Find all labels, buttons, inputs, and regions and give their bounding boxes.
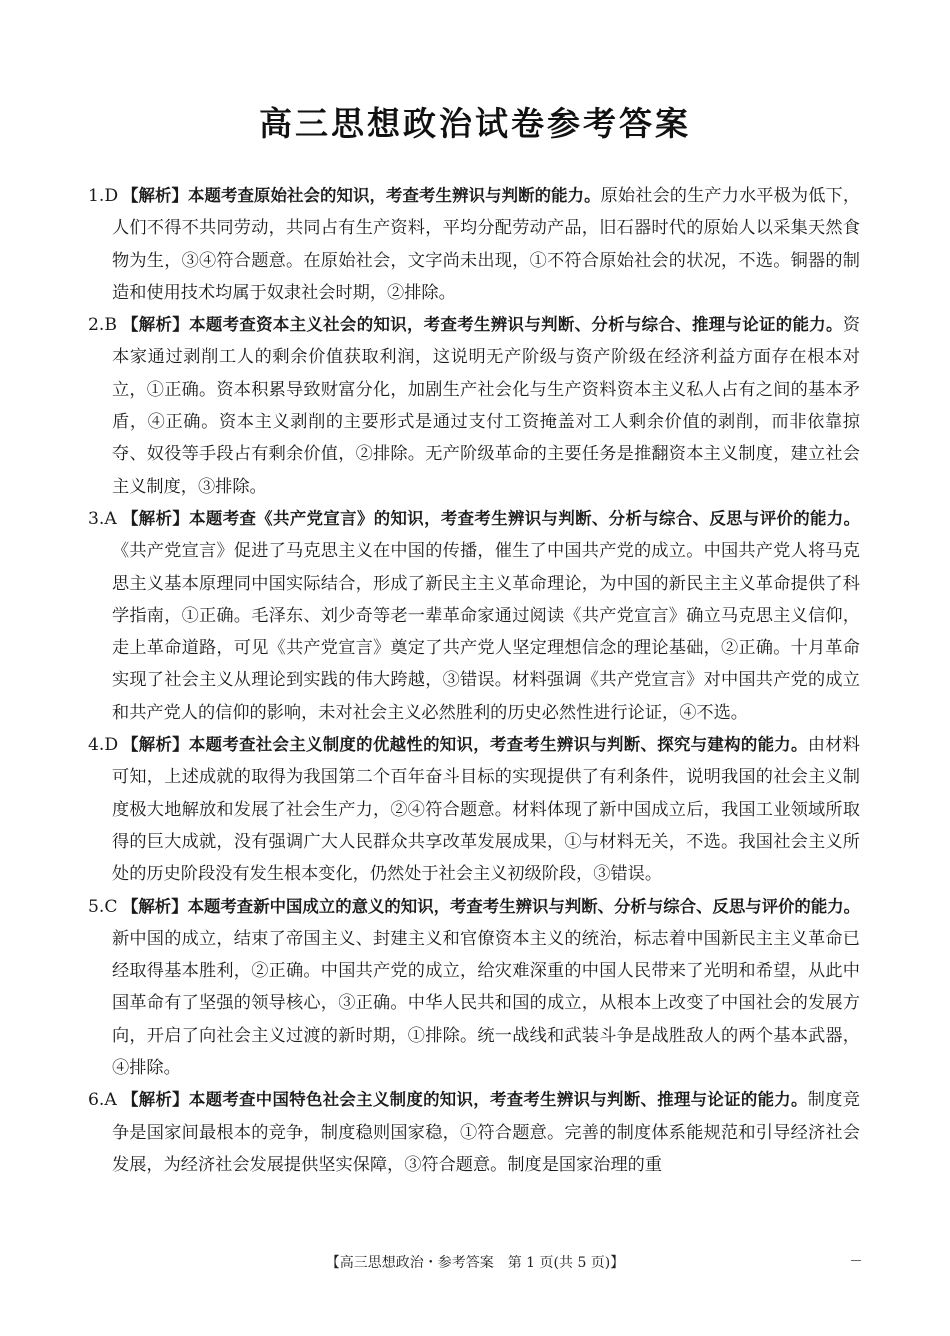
analysis-lead: 本题考查原始社会的知识，考查考生辨识与判断的能力。	[188, 186, 601, 205]
analysis-body: 制度竞争是国家间最根本的竞争，制度稳则国家稳，①符合题意。完善的制度体系能规范和引导经济社会发展，为经济社会发展提供坚实保障，③符合题意。制度是国家治理的重	[112, 1090, 860, 1175]
item-number: 5.C	[88, 896, 118, 917]
item-number: 2.B	[88, 315, 118, 336]
answer-list	[88, 180, 860, 1181]
answer-item-5	[88, 891, 860, 1085]
item-number: 1.D	[88, 186, 119, 206]
item-number: 3.A	[88, 508, 117, 529]
answer-item-1	[88, 180, 860, 309]
analysis-lead: 本题考查新中国成立的意义的知识，考查考生辨识与判断、分析与综合、反思与评价的能力。	[187, 896, 861, 916]
page-title: 高三思想政治试卷参考答案	[259, 104, 691, 143]
analysis-lead: 本题考查《共产党宣言》的知识，考查考生辨识与判断、分析与综合、反思与评价的能力。	[189, 508, 861, 528]
page-footer: 【高三思想政治・参考答案 第 1 页(共 5 页)】	[325, 1255, 625, 1271]
item-number: 4.D	[88, 735, 119, 756]
analysis-body: 《共产党宣言》促进了马克思主义在中国的传播，催生了中国共产党的成立。中国共产党人将马克思主义基本原理同中国实际结合，形成了新民主主义革命理论，为中国的新民主主义革命提供了科学指南，①正确。毛泽东、刘少奇等老一辈革命家通过阅读《共产党宣言》确立马克思主义信仰，走上革命道路，可见《共产党宣言》奠定了共产党人坚定理想信念的理论基础，②正确。十月革命实现了社会主义从理论到实践的伟大跨越，③错误。材料强调《共产党宣言》对中国共产党的成立和共产党人的信仰的影响，未对社会主义必然胜利的历史必然性进行论证，④不选。	[112, 541, 860, 723]
answer-item-6	[88, 1084, 860, 1181]
analysis-tag: 【解析】	[122, 315, 190, 335]
analysis-tag: 【解析】	[122, 1090, 189, 1110]
analysis-tag: 【解析】	[122, 186, 189, 205]
analysis-lead: 本题考查中国特色社会主义制度的知识，考查考生辨识与判断、推理与论证的能力。	[188, 1090, 808, 1110]
corner-mark	[851, 1258, 861, 1261]
item-number: 6.A	[88, 1090, 117, 1111]
analysis-body: 资本家通过剥削工人的剩余价值获取利润，这说明无产阶级与资产阶级在经济利益方面存在根本对立，①正确。资本积累导致财富分化，加剧生产社会化与生产资料资本主义私人占有之间的基本矛盾，④正确。资本主义剥削的主要形式是通过支付工资掩盖对工人剩余价值的剥削，而非依靠掠夺、奴役等手段占有剩余价值，②排除。无产阶级革命的主要任务是推翻资本主义制度，建立社会主义制度，③排除。	[112, 315, 861, 497]
analysis-lead: 本题考查社会主义制度的优越性的知识，考查考生辨识与判断、探究与建构的能力。	[188, 735, 808, 755]
analysis-body: 新中国的成立，结束了帝国主义、封建主义和官僚资本主义的统治，标志着中国新民主主义革命已经取得基本胜利，②正确。中国共产党的成立，给灾难深重的中国人民带来了光明和希望，从此中国革命有了坚强的领导核心，③正确。中华人民共和国的成立，从根本上改变了中国社会的发展方向，开启了向社会主义过渡的新时期，①排除。统一战线和武装斗争是战胜敌人的两个基本武器，④排除。	[112, 928, 860, 1079]
answer-item-4	[88, 729, 860, 890]
answer-item-2	[88, 309, 860, 503]
analysis-tag: 【解析】	[122, 896, 188, 916]
analysis-tag: 【解析】	[122, 508, 190, 528]
analysis-body: 原始社会的生产力水平极为低下，人们不得不共同劳动，共同占有生产资料，平均分配劳动产品，旧石器时代的原始人以采集天然食物为生，③④符合题意。在原始社会，文字尚未出现，①不符合原始社会的状况，不选。铜器的制造和使用技术均属于奴隶社会时期，②排除。	[112, 186, 861, 303]
analysis-tag: 【解析】	[122, 735, 189, 755]
analysis-lead: 本题考查资本主义社会的知识，考查考生辨识与判断、分析与综合、推理与论证的能力。	[189, 315, 843, 335]
analysis-body: 由材料可知，上述成就的取得为我国第二个百年奋斗目标的实现提供了有利条件，说明我国的社会主义制度极大地解放和发展了社会生产力，②④符合题意。材料体现了新中国成立后，我国工业领域所取得的巨大成就，没有强调广大人民群众共享改革发展成果，①与材料无关，不选。我国社会主义所处的历史阶段没有发生根本变化，仍然处于社会主义初级阶段，③错误。	[112, 735, 860, 885]
answer-item-3	[88, 503, 860, 729]
